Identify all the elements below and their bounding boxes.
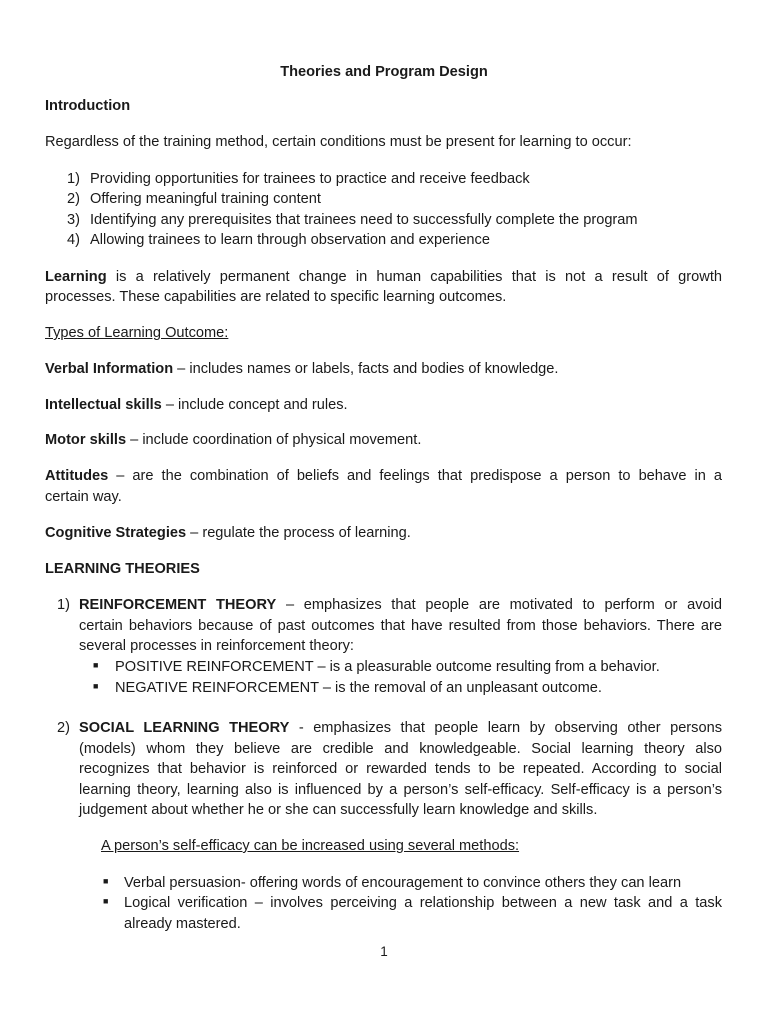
list-item: 3) Identifying any prerequisites that trainees need to successfully complete the program <box>67 212 638 228</box>
bullet-icon: ■ <box>103 876 109 886</box>
method-item: Verbal persuasion- offering words of encouragement to convince others they can learn <box>124 875 682 891</box>
document-title: Theories and Program Design <box>280 64 488 80</box>
outcome-attitudes-continued: certain way. <box>45 489 122 505</box>
social-learning-line: (models) whom they believe are credible and knowledgeable. Social learning theory also <box>79 741 722 757</box>
bullet-item: POSITIVE REINFORCEMENT – is a pleasurable outcome resulting from a behavior. <box>115 659 660 675</box>
bullet-icon: ■ <box>103 896 109 906</box>
social-learning-line: SOCIAL LEARNING THEORY - emphasizes that people learn by observing other persons <box>79 720 722 736</box>
reinforcement-line: REINFORCEMENT THEORY – emphasizes that people are motivated to perform or avoid <box>79 597 722 613</box>
method-item: Logical verification – involves perceiving a relationship between a new task and a task <box>124 895 722 911</box>
social-learning-line: judgement about whether he or she can successfully learn knowledge and skills. <box>79 802 598 818</box>
reinforcement-line: several processes in reinforcement theory: <box>79 638 354 654</box>
outcome-verbal-information: Verbal Information – includes names or labels, facts and bodies of knowledge. <box>45 361 559 377</box>
list-number: 2) <box>57 720 70 736</box>
learning-definition-line: processes. These capabilities are related to specific learning outcomes. <box>45 289 507 305</box>
outcome-cognitive-strategies: Cognitive Strategies – regulate the process of learning. <box>45 525 411 541</box>
outcome-motor-skills: Motor skills – include coordination of physical movement. <box>45 432 422 448</box>
outcomes-heading: Types of Learning Outcome: <box>45 325 229 341</box>
list-item: 1) Providing opportunities for trainees to practice and receive feedback <box>67 171 530 187</box>
list-item: 2) Offering meaningful training content <box>67 191 321 207</box>
social-learning-line: learning theory, learning also is influenced by a person’s self-efficacy. Self-efficacy is a person’s <box>79 782 722 798</box>
outcome-intellectual-skills: Intellectual skills – include concept and rules. <box>45 397 348 413</box>
outcome-attitudes: Attitudes – are the combination of beliefs and feelings that predispose a person to behave in a <box>45 468 722 484</box>
page-number: 1 <box>380 944 388 959</box>
learning-definition-line: Learning is a relatively permanent change in human capabilities that is not a result of growth <box>45 269 722 285</box>
method-item-continued: already mastered. <box>124 916 241 932</box>
intro-lead-paragraph: Regardless of the training method, certain conditions must be present for learning to occur: <box>45 134 632 150</box>
reinforcement-line: certain behaviors because of past outcomes that have resulted from those behaviors. There are <box>79 618 722 634</box>
section-heading-learning-theories: LEARNING THEORIES <box>45 561 200 577</box>
bullet-icon: ■ <box>93 681 99 691</box>
section-heading-introduction: Introduction <box>45 98 131 114</box>
social-learning-line: recognizes that behavior is reinforced or rewarded tends to be repeated. According to social <box>79 761 722 777</box>
self-efficacy-methods-heading: A person’s self-efficacy can be increased using several methods: <box>101 838 520 854</box>
bullet-item: NEGATIVE REINFORCEMENT – is the removal of an unpleasant outcome. <box>115 680 602 696</box>
bullet-icon: ■ <box>93 660 99 670</box>
list-number: 1) <box>57 597 70 613</box>
list-item: 4) Allowing trainees to learn through observation and experience <box>67 232 490 248</box>
